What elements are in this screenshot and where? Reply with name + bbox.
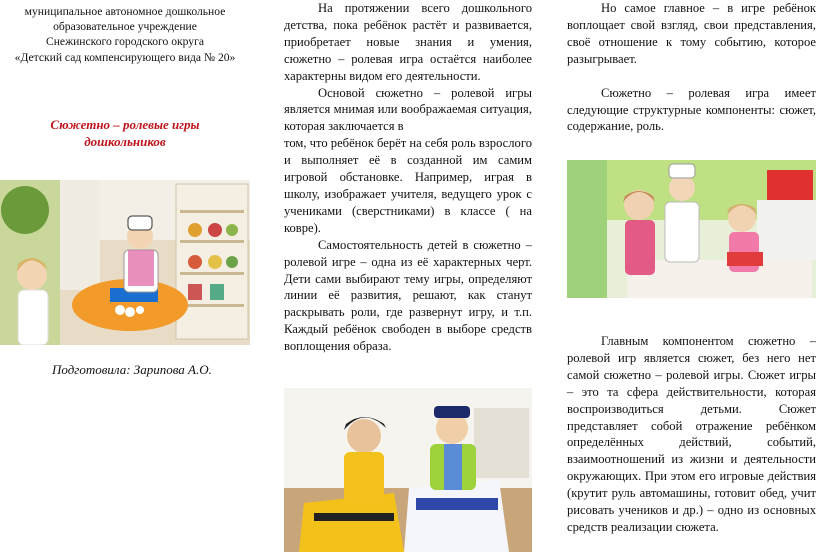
paragraph: Главным компонентом сюжетно – ролевой игр является сюжет, без него нет самой сюжетно – ролевой игры. Сюжет игры – это та сфера действительности, которая воспроизводиться детьми. Сюжет представляет собой отражение ребёнком определённых действий, событий, взаимоотношений из жизни и деятельности окружающих. При этом его игровые действия (крутит руль автомашины, готовит обед, учит рисовать учеников и др.) – одно из основных средств реализации сюжета.	[567, 334, 816, 534]
org-line: Снежинского городского округа	[46, 35, 204, 49]
org-line: «Детский сад компенсирующего вида № 20»	[14, 50, 236, 64]
paragraph: Но самое главное – в игре ребёнок воплощает свой взгляд, свои представления, своё отношение к тому событию, которое разыгрывает.	[567, 1, 816, 66]
author-credit: Подготовила: Зарипова А.О.	[52, 362, 212, 377]
photo-car-play	[284, 388, 532, 552]
org-line: образовательное учреждение	[53, 20, 197, 34]
brochure-title	[0, 116, 250, 150]
paragraph: На протяжении всего дошкольного детства, пока ребёнок растёт и развивается, приобретает новые знания и умения, сюжетно – ролевая игра остаётся наиболее характерны видом его деятельности.	[284, 1, 532, 83]
column-middle	[284, 0, 532, 355]
organization-header	[0, 4, 250, 65]
paragraph: Самостоятельность детей в сюжетно – ролевой игре – одна из её характерных черт. Дети сами выбирают тему игры, определяют линии её развития, решают, как станут раскрывать роли, где развернут игру, и т.п. Каждый ребёнок свободен в выборе средств воплощения образа.	[284, 237, 532, 354]
column-right-bottom	[567, 333, 816, 536]
paragraph: Основой сюжетно – ролевой игры является мнимая или воображаемая ситуация, которая заключается в	[284, 85, 532, 134]
title-line: Сюжетно – ролевые игры	[50, 117, 200, 132]
paragraph: том, что ребёнок берёт на себя роль взрослого и выполняет её в созданной им самим игровой обстановке. Например, играя в школу, изображает учителя, ведущего урок с учениками (сверстниками) в классе ( на ковре).	[284, 136, 532, 235]
photo-kitchen-play	[0, 180, 250, 345]
photo-doctor-play	[567, 160, 816, 298]
org-line: муниципальное автономное дошкольное	[24, 5, 226, 18]
paragraph: Сюжетно – ролевая игра имеет следующие структурные компоненты: сюжет, содержание, роль.	[567, 85, 816, 134]
title-line: дошкольников	[84, 134, 166, 149]
column-right	[567, 0, 816, 135]
